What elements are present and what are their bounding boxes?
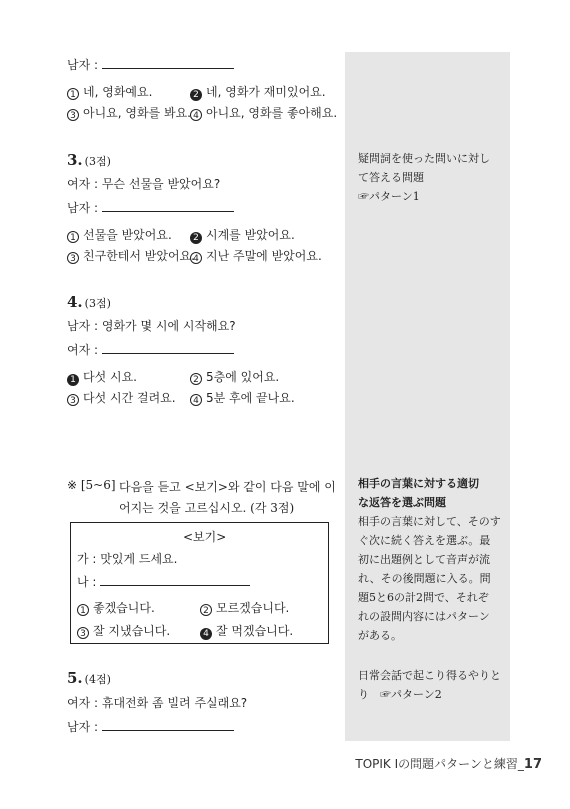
q5-header: [67, 668, 111, 687]
option-text: 아니요, 영화를 봐요.: [83, 106, 191, 120]
option-number-4: 4: [190, 109, 202, 121]
question-points: (3점): [84, 155, 111, 168]
q3-prompt: 여자 : 무슨 선물을 받았어요?: [67, 177, 221, 191]
q3-option-2: [190, 228, 295, 244]
q4-header: [67, 292, 111, 311]
note-line: がある。: [358, 629, 402, 642]
answer-blank: [102, 200, 234, 212]
footer-title: TOPIK Iの問題パターンと練習_: [355, 757, 524, 771]
question-points: (4점): [84, 673, 111, 686]
q4-answer-row: [67, 342, 234, 357]
option-text: 시계를 받았어요.: [206, 228, 295, 242]
note-line: 題5と6の計2問で、それぞ: [358, 591, 489, 604]
note-title: な返答を選ぶ問題: [358, 496, 446, 509]
note-section-5-6: [358, 474, 503, 645]
q4-prompt: 남자 : 영화가 몇 시에 시작해요?: [67, 319, 236, 333]
option-text: 네, 영화예요.: [83, 85, 153, 99]
q3-option-3: [67, 249, 195, 264]
q3-option-1: [67, 228, 172, 243]
page-footer: [355, 755, 542, 772]
option-text: 모르겠습니다.: [216, 601, 290, 615]
example-option-2: [200, 601, 289, 616]
q5-speaker-label: 남자 :: [67, 720, 99, 734]
answer-blank: [102, 342, 234, 354]
note-line: れの設問内容にはパターン: [358, 610, 490, 623]
example-answer-row: [77, 574, 250, 589]
option-text: 다섯 시간 걸려요.: [83, 391, 176, 405]
note-title: 相手の言葉に対する適切: [358, 477, 479, 490]
q3-answer-row: [67, 200, 234, 215]
option-number-4: 4: [190, 252, 202, 264]
option-text: 친구한테서 받았어요.: [83, 249, 195, 263]
q2-option-4: [190, 106, 337, 121]
option-number-2-selected: 2: [190, 89, 202, 101]
question-number: 4.: [67, 293, 83, 311]
q5-answer-row: [67, 719, 234, 734]
example-option-1: [77, 601, 155, 616]
option-number-3: 3: [77, 627, 89, 639]
option-text: 아니요, 영화를 좋아해요.: [206, 106, 338, 120]
option-number-1: 1: [67, 88, 79, 100]
q3-option-4: [190, 249, 322, 264]
option-number-3: 3: [67, 252, 79, 264]
option-text: 5층에 있어요.: [206, 370, 280, 384]
question-number: 3.: [67, 151, 83, 169]
option-text: 다섯 시요.: [83, 370, 137, 384]
note-line: 疑問詞を使った問いに対し: [358, 152, 490, 165]
note-line: 初に出題例として音声が流: [358, 553, 490, 566]
q4-option-4: [190, 391, 295, 406]
option-text: 5분 후에 끝나요.: [206, 391, 295, 405]
option-number-4-selected: 4: [200, 628, 212, 640]
pattern-reference: ☞パターン1: [358, 190, 420, 203]
example-option-3: [77, 624, 170, 639]
q2-option-3: [67, 106, 191, 121]
option-number-2: 2: [200, 604, 212, 616]
q4-option-2: [190, 370, 279, 385]
option-number-1: 1: [77, 604, 89, 616]
option-number-3: 3: [67, 394, 79, 406]
question-number: 5.: [67, 669, 83, 687]
example-title: <보기>: [183, 530, 227, 544]
q2-option-2: [190, 85, 326, 101]
q4-speaker-label: 여자 :: [67, 343, 99, 357]
q3-speaker-label: 남자 :: [67, 201, 99, 215]
q3-header: [67, 150, 111, 169]
instruction-line-2: 어지는 것을 고르십시오. (각 3점): [119, 501, 295, 515]
answer-blank: [100, 574, 250, 586]
answer-blank: [102, 719, 234, 731]
option-text: 잘 지냈습니다.: [93, 624, 171, 638]
answer-blank: [102, 57, 234, 69]
q2-answer-row: [67, 57, 234, 72]
option-text: 좋겠습니다.: [93, 601, 155, 615]
question-points: (3점): [84, 297, 111, 310]
example-option-4: [200, 624, 293, 640]
note-question-5: [358, 666, 503, 704]
note-line: 日常会話で起こり得るやりと: [358, 669, 501, 682]
note-line: て答える問題: [358, 171, 424, 184]
note-line: り ☞パターン2: [358, 688, 442, 701]
q4-option-3: [67, 391, 176, 406]
note-line: れ、その後問題に入る。問: [358, 572, 491, 585]
example-line-a: 가 : 맛있게 드세요.: [77, 552, 178, 566]
q4-option-1: [67, 370, 137, 386]
option-number-2-selected: 2: [190, 232, 202, 244]
note-line: 相手の言葉に対して、そのす: [358, 515, 501, 528]
option-number-3: 3: [67, 109, 79, 121]
q2-option-1: [67, 85, 152, 100]
page-number: 17: [523, 757, 542, 772]
instruction-mark: ※ [5~6]: [67, 478, 116, 492]
example-speaker-label: 나 :: [77, 575, 97, 589]
instruction-line-1: 다음을 듣고 <보기>와 같이 다음 말에 이: [119, 480, 336, 494]
q5-prompt: 여자 : 휴대전화 좀 빌려 주실래요?: [67, 696, 248, 710]
option-text: 선물을 받았어요.: [83, 228, 172, 242]
option-number-1-selected: 1: [67, 374, 79, 386]
option-number-2: 2: [190, 373, 202, 385]
option-text: 지난 주말에 받았어요.: [206, 249, 322, 263]
option-number-1: 1: [67, 231, 79, 243]
option-text: 네, 영화가 재미있어요.: [206, 85, 326, 99]
option-text: 잘 먹겠습니다.: [216, 624, 294, 638]
option-number-4: 4: [190, 394, 202, 406]
note-question-3: [358, 149, 503, 206]
q2-speaker-label: 남자 :: [67, 58, 99, 72]
note-line: ぐ次に続く答えを選ぶ。最: [358, 534, 491, 547]
